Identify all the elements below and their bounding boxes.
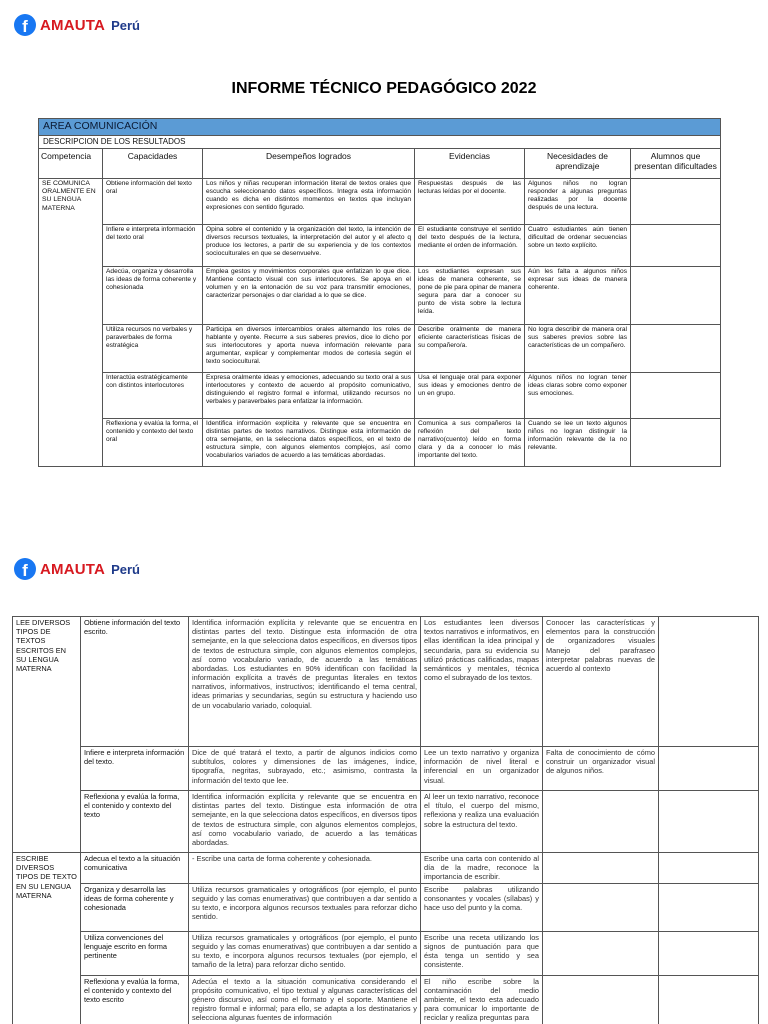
table-row [39, 418, 721, 466]
necesidad-cell [543, 975, 659, 1024]
evidencia-cell: Describe oralmente de manera eficiente características físicas de su compañero/a. [415, 324, 525, 372]
table-row [39, 324, 721, 372]
table-row [13, 747, 759, 791]
section-header: DESCRIPCION DE LOS RESULTADOS [39, 136, 721, 149]
necesidad-cell [543, 931, 659, 975]
alumnos-cell [631, 324, 721, 372]
brand-name: AMAUTA [40, 16, 106, 34]
desempeno-cell: Identifica información explícita y relevante que se encuentra en distintas partes del texto. Distingue esta información de otra semejante, en la que selecciona datos específicos, en diversos tipos de textos de estructura simple, con algunos elementos complejos, así como vocabulario variado, de acuerdo a las temáticas abordadas. [189, 791, 421, 853]
necesidad-cell: Cuando se lee un texto algunos niños no logran distinguir la información relevante de la no relevante. [525, 418, 631, 466]
necesidad-cell: Algunos niños no logran tener ideas claras sobre como exponer sus emociones. [525, 372, 631, 418]
capacidad-cell: Reflexiona y evalúa la forma, el contenido y contexto del texto escrito [81, 975, 189, 1024]
alumnos-cell [631, 418, 721, 466]
alumnos-cell [659, 747, 759, 791]
table-row [13, 853, 759, 884]
table-row [39, 178, 721, 224]
header-evidencias: Evidencias [415, 148, 525, 178]
evidencia-cell: Usa el lenguaje oral para exponer sus ideas y emociones dentro de un en grupo. [415, 372, 525, 418]
evidencia-cell: Los estudiantes leen diversos textos narrativos e informativos, en ellas identifican la idea principal y secundaria, para su evidencia su utilizó prácticas calificadas, mapas semánticos y mentales, técnica como el subrayado de los textos. [421, 617, 543, 747]
evidencia-cell: Los estudiantes expresan sus ideas de manera coherente, se pone de pie para opinar de manera segura para dar a conocer su punto de vista sobre la lectura leída. [415, 266, 525, 324]
evidencia-cell: Comunica a sus compañeros la reflexión del texto narrativo(cuento) leído en forma clara y da a conocer lo más importante del texto. [415, 418, 525, 466]
necesidad-cell [543, 853, 659, 884]
table-row [39, 372, 721, 418]
alumnos-cell [659, 791, 759, 853]
header-alumnos: Alumnos que presentan dificultades [631, 148, 721, 178]
desempeno-cell: Dice de qué tratará el texto, a partir de algunos indicios como subtítulos, colores y dimensiones de las imágenes, índice, tipografía, negritas, subrayado, etc.; asimismo, contrasta la información del texto que lee. [189, 747, 421, 791]
evidencia-cell: Escribe una carta con contenido al día de la madre, reconoce la importancia de escribir. [421, 853, 543, 884]
alumnos-cell [631, 372, 721, 418]
competencia-cell: LEE DIVERSOS TIPOS DE TEXTOS ESCRITOS EN SU LENGUA MATERNA [13, 617, 81, 853]
desempeno-cell: - Escribe una carta de forma coherente y cohesionada. [189, 853, 421, 884]
desempeno-cell: Identifica información explícita y relevante que se encuentra en distintas partes de textos narrativos. Distingue esta información de otra semejante, en la selecciona datos específicos, en el texto de estructura simple, con algunos elementos complejos, así como vocabularios variados de acuerdo a las temáticas abordadas. [203, 418, 415, 466]
amauta-logo-page2[interactable] [14, 556, 140, 582]
brand-country: Perú [111, 17, 140, 33]
table-row [39, 224, 721, 266]
evidencia-cell: Respuestas después de las lecturas leídas por el docente. [415, 178, 525, 224]
results-table-written [12, 616, 759, 1024]
header-necesidades: Necesidades de aprendizaje [525, 148, 631, 178]
capacidad-cell: Adecua el texto a la situación comunicativa [81, 853, 189, 884]
desempeno-cell: Participa en diversos intercambios orales alternando los roles de hablante y oyente. Recurre a sus saberes previos, dice lo dicho por sus interlocutores y aporta nueva información relevante para argumentar, explicar y complementar modos de cortesía según el texto sociocultural. [203, 324, 415, 372]
capacidad-cell: Reflexiona y evalúa la forma, el contenido y contexto del texto [81, 791, 189, 853]
competencia-cell: SE COMUNICA ORALMENTE EN SU LENGUA MATERNA [39, 178, 103, 466]
capacidad-cell: Infiere e interpreta información del texto. [81, 747, 189, 791]
alumnos-cell [659, 853, 759, 884]
necesidad-cell: No logra describir de manera oral sus saberes previos sobre las características de un compañero. [525, 324, 631, 372]
brand-country: Perú [111, 561, 140, 577]
table-row [13, 883, 759, 931]
desempeno-cell: Utiliza recursos gramaticales y ortográficos (por ejemplo, el punto seguido y las comas enumerativas) que contribuyen a dar sentido a su texto, e incorpora algunos recursos textuales para reforzar dicho sentido. [189, 883, 421, 931]
necesidad-cell [543, 883, 659, 931]
alumnos-cell [659, 883, 759, 931]
necesidad-cell: Aún les falta a algunos niños expresar sus ideas de manera coherente. [525, 266, 631, 324]
alumnos-cell [659, 931, 759, 975]
evidencia-cell: Escribe una receta utilizando los signos de puntuación para que ésta tenga un sentido y sea consistente. [421, 931, 543, 975]
desempeno-cell: Opina sobre el contenido y la organización del texto, la intención de diversos recursos textuales, la interpretación del autor y el afecto q produce los lectores, a partir de su experiencia y de los contextos socioculturales en que se desenvuelve. [203, 224, 415, 266]
alumnos-cell [631, 224, 721, 266]
capacidad-cell: Obtiene información del texto oral [103, 178, 203, 224]
desempeno-cell: Los niños y niñas recuperan información literal de textos orales que escucha seleccionando datos específicos. Integra esta información cuando es dicha en distintos momentos en textos que incluyan expresiones con sentido figurado. [203, 178, 415, 224]
table-row [39, 266, 721, 324]
desempeno-cell: Identifica información explícita y relevante que se encuentra en distintas partes del texto. Distingue esta información de otra semejante, en la que selecciona datos específicos, en diversos tipos de textos de estructura simple, con algunos elementos complejos, así como vocabulario variado, de acuerdo a las temáticas abordadas. Los estudiantes en 90% identifican con facilidad la información explícita a través de preguntas literales en textos narrativos, informativos, instructivos; identificando el tema central, ideas primarias y secundarias, según su estructura y haciendo uso de un vocabulario variado, coloquial. [189, 617, 421, 747]
desempeno-cell: Utiliza recursos gramaticales y ortográficos (por ejemplo, el punto seguido y las comas enumerativas) que contribuyen a dar sentido a su texto, e incorpora algunos recursos textuales (por ejemplo, el tamaño de la letra) para reforzar dicho sentido. [189, 931, 421, 975]
table-row [13, 931, 759, 975]
header-capacidades: Capacidades [103, 148, 203, 178]
capacidad-cell: Adecúa, organiza y desarrolla las ideas de forma coherente y cohesionada [103, 266, 203, 324]
capacidad-cell: Utiliza convenciones del lenguaje escrito en forma pertinente [81, 931, 189, 975]
capacidad-cell: Utiliza recursos no verbales y paraverbales de forma estratégica [103, 324, 203, 372]
evidencia-cell: Escribe palabras utilizando consonantes y vocales (sílabas) y hace uso del punto y la coma. [421, 883, 543, 931]
alumnos-cell [631, 266, 721, 324]
header-competencia: Competencia [39, 148, 103, 178]
capacidad-cell: Reflexiona y evalúa la forma, el contenido y contexto del texto oral [103, 418, 203, 466]
desempeno-cell: Adecúa el texto a la situación comunicativa considerando el propósito comunicativo, el tipo textual y algunas características del género discursivo, así como el formato y el soporte. Mantiene el registro formal e informal; para ello, se adapta a los destinatarios y selecciona algunas fuentes de información [189, 975, 421, 1024]
necesidad-cell: Cuatro estudiantes aún tienen dificultad de ordenar secuencias sobre un texto explícito. [525, 224, 631, 266]
brand-name: AMAUTA [40, 560, 106, 578]
amauta-logo[interactable] [14, 12, 140, 38]
evidencia-cell: El niño escribe sobre la contaminación del medio ambiente, el texto esta adecuado para comunicar lo importante de reciclar y realiza preguntas para [421, 975, 543, 1024]
necesidad-cell: Algunos niños no logran responder a algunas preguntas realizadas por la docente después de una lectura. [525, 178, 631, 224]
alumnos-cell [631, 178, 721, 224]
competencia-cell: ESCRIBE DIVERSOS TIPOS DE TEXTO EN SU LENGUA MATERNA [13, 853, 81, 1024]
capacidad-cell: Interactúa estratégicamente con distintos interlocutores [103, 372, 203, 418]
capacidad-cell: Obtiene información del texto escrito. [81, 617, 189, 747]
document-title: INFORME TÉCNICO PEDAGÓGICO 2022 [231, 80, 537, 97]
capacidad-cell: Organiza y desarrolla las ideas de forma coherente y cohesionada [81, 883, 189, 931]
evidencia-cell: Al leer un texto narrativo, reconoce el título, el cuerpo del mismo, reflexiona y realiza una evaluación sobre la estructura del texto. [421, 791, 543, 853]
area-header: AREA COMUNICACIÓN [39, 119, 721, 136]
evidencia-cell: El estudiante construye el sentido del texto después de la lectura, mediante el orden de información. [415, 224, 525, 266]
alumnos-cell [659, 617, 759, 747]
table-row [13, 617, 759, 747]
table-row [13, 791, 759, 853]
facebook-icon: f [14, 14, 36, 36]
table-row [13, 975, 759, 1024]
results-table-oral [38, 118, 721, 467]
capacidad-cell: Infiere e interpreta información del texto oral [103, 224, 203, 266]
alumnos-cell [659, 975, 759, 1024]
necesidad-cell: Conocer las características y elementos para la construcción de organizadores visuales Manejo del parafraseo interpretar palabras nuevas de acuerdo al contexto [543, 617, 659, 747]
header-desempenos: Desempeños logrados [203, 148, 415, 178]
necesidad-cell: Falta de conocimiento de cómo construir un organizador visual de algunos niños. [543, 747, 659, 791]
necesidad-cell [543, 791, 659, 853]
desempeno-cell: Emplea gestos y movimientos corporales que enfatizan lo que dice. Mantiene contacto visual con sus interlocutores. Se apoya en el volumen y en la entonación de su voz para transmitir emociones, caracterizar personajes o dar claridad a lo que se dice. [203, 266, 415, 324]
desempeno-cell: Expresa oralmente ideas y emociones, adecuando su texto oral a sus interlocutores y contexto de acuerdo al propósito comunicativo, distinguiendo el registro formal e informal, utilizando recursos no verbales y paraverbales para enfatizar la información. [203, 372, 415, 418]
facebook-icon: f [14, 558, 36, 580]
evidencia-cell: Lee un texto narrativo y organiza información de nivel literal e inferencial en un organizador visual. [421, 747, 543, 791]
